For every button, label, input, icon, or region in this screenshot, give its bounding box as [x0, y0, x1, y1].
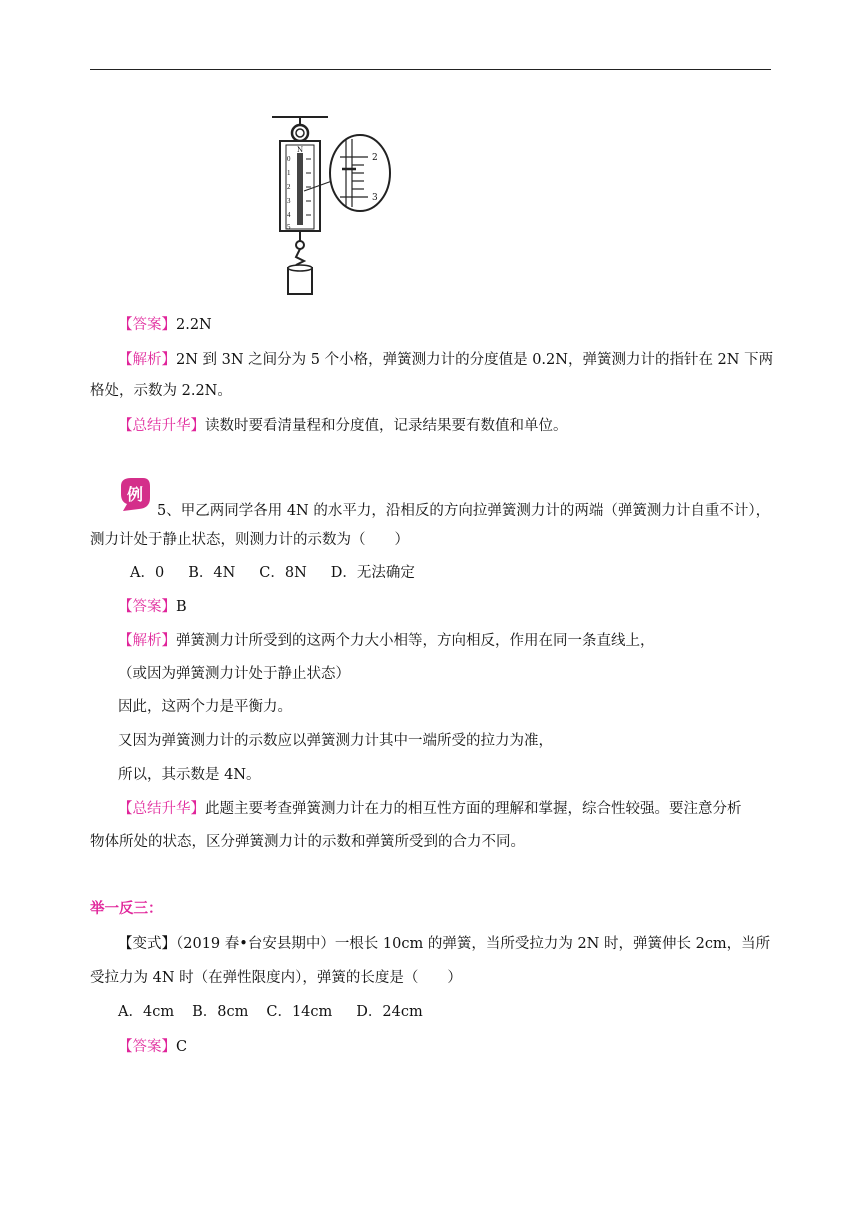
option-d: D．无法确定	[330, 565, 415, 581]
zoom-label-3: 3	[372, 193, 378, 203]
q4-answer-line	[118, 315, 808, 335]
q5-summary-cont: 物体所处的状态，区分弹簧测力计的示数和弹簧所受到的合力不同。	[90, 834, 525, 850]
q5-analysis-line3: 因此，这两个力是平衡力。	[118, 699, 292, 715]
variant-line1	[118, 934, 808, 954]
option-a: A．4cm	[118, 1004, 175, 1020]
example-badge-icon	[117, 476, 151, 512]
q5-analysis-line2: （或因为弹簧测力计处于静止状态）	[118, 666, 350, 682]
practice-options	[118, 1002, 808, 1022]
q4-analysis-cont: 格处，示数为 2.2N。	[90, 383, 232, 399]
variant-line2: 受拉力为 4N 时（在弹性限度内），弹簧的长度是（ ）	[90, 970, 462, 986]
scale-0: 0	[287, 155, 291, 163]
q5-summary-line	[118, 799, 808, 819]
q5-question-line1: 5、甲乙两同学各用 4N 的水平力，沿相反的方向拉弹簧测力计的两端（弹簧测力计自重不计），	[157, 503, 771, 519]
scale-2: 2	[287, 183, 291, 191]
q5-question-line2: 测力计处于静止状态，则测力计的示数为（ ）	[90, 532, 409, 548]
q4-summary-line	[118, 416, 808, 436]
answer-value: C	[176, 1039, 188, 1055]
q5-analysis-line5: 所以，其示数是 4N。	[118, 767, 261, 783]
zoom-label-2: 2	[372, 153, 378, 163]
scale-3: 3	[287, 197, 291, 205]
answer-tag: 【答案】	[118, 599, 176, 615]
analysis-tag: 【解析】	[118, 352, 176, 368]
spring-scale-figure	[266, 113, 394, 299]
answer-value: B	[176, 599, 187, 615]
summary-text: 读数时要看清量程和分度值，记录结果要有数值和单位。	[205, 418, 568, 434]
q5-analysis-line	[118, 631, 808, 651]
analysis-tag: 【解析】	[118, 633, 176, 649]
scale-4: 4	[287, 211, 291, 219]
q5-analysis-line4: 又因为弹簧测力计的示数应以弹簧测力计其中一端所受的拉力为准，	[118, 733, 553, 749]
option-a: A．0	[130, 565, 165, 581]
scale-5: 5	[287, 223, 291, 231]
answer-tag: 【答案】	[118, 1039, 176, 1055]
option-c: C．8N	[259, 565, 307, 581]
q5-answer-line	[118, 597, 808, 617]
option-c: C．14cm	[266, 1004, 333, 1020]
option-b: B．4N	[188, 565, 236, 581]
summary-tag: 【总结升华】	[118, 418, 205, 434]
answer-tag: 【答案】	[118, 317, 176, 333]
variant-tag: 【变式】	[118, 936, 176, 952]
header-rule	[90, 69, 771, 70]
analysis-text: 2N 到 3N 之间分为 5 个小格，弹簧测力计的分度值是 0.2N，弹簧测力计的指针在 2N 下两	[176, 352, 774, 368]
unit-label: N	[296, 146, 304, 154]
option-b: B．8cm	[192, 1004, 249, 1020]
practice-answer-line	[118, 1037, 808, 1057]
summary-tag: 【总结升华】	[118, 801, 205, 817]
practice-heading: 举一反三：	[90, 900, 163, 917]
scale-1: 1	[287, 169, 291, 177]
badge-label: 例	[126, 485, 144, 504]
option-d: D．24cm	[356, 1004, 423, 1020]
summary-text: 此题主要考查弹簧测力计在力的相互性方面的理解和掌握，综合性较强。要注意分析	[205, 801, 742, 817]
analysis-text: 弹簧测力计所受到的这两个力大小相等，方向相反，作用在同一条直线上，	[176, 633, 655, 649]
q5-options	[130, 563, 820, 583]
variant-text: （2019 春•台安县期中）一根长 10cm 的弹簧，当所受拉力为 2N 时，弹簧伸长 2cm，当所	[176, 936, 771, 952]
q4-analysis-line	[118, 350, 808, 370]
answer-value: 2.2N	[176, 317, 212, 333]
